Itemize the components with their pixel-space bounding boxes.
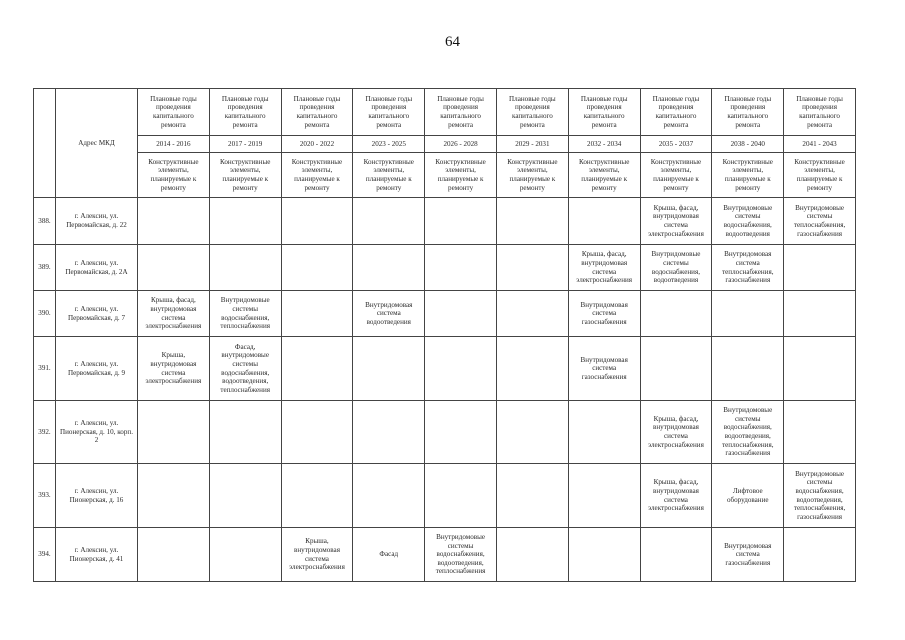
repair-elements-cell: [281, 291, 353, 337]
building-address: г. Алексин, ул. Первомайская, д. 9: [56, 337, 138, 401]
repair-elements-cell: [568, 464, 640, 528]
elements-header: Конструктивные элементы, планируемые к ремонту: [496, 153, 568, 198]
repair-elements-cell: [425, 198, 497, 245]
repair-elements-cell: [209, 464, 281, 528]
repair-elements-cell: Внутридомовые системы водоснабжения, водоотведения, теплоснабжения: [425, 528, 497, 582]
row-number: 390.: [34, 291, 56, 337]
table-row: [34, 401, 856, 464]
repair-elements-cell: [209, 198, 281, 245]
planned-years-header: Плановые годы проведения капитального ремонта: [496, 89, 568, 136]
repair-elements-cell: Лифтовое оборудование: [712, 464, 784, 528]
row-number: 393.: [34, 464, 56, 528]
repair-elements-cell: [568, 198, 640, 245]
repair-elements-cell: [784, 245, 856, 291]
planned-years-header: Плановые годы проведения капитального ремонта: [425, 89, 497, 136]
building-address: г. Алексин, ул. Пионерская, д. 41: [56, 528, 138, 582]
repair-elements-cell: [209, 245, 281, 291]
repair-elements-cell: [209, 528, 281, 582]
period-header: 2014 - 2016: [138, 136, 210, 153]
repair-elements-cell: Крыша, фасад, внутридомовая система электроснабжения: [138, 291, 210, 337]
table-row: [34, 291, 856, 337]
repair-elements-cell: [353, 245, 425, 291]
planned-years-header: Плановые годы проведения капитального ремонта: [209, 89, 281, 136]
planned-years-header: Плановые годы проведения капитального ремонта: [712, 89, 784, 136]
repair-elements-cell: [640, 337, 712, 401]
period-header: 2038 - 2040: [712, 136, 784, 153]
repair-elements-cell: [353, 464, 425, 528]
elements-header: Конструктивные элементы, планируемые к ремонту: [353, 153, 425, 198]
repair-elements-cell: [640, 291, 712, 337]
repair-elements-cell: [353, 198, 425, 245]
header-row-elements: [34, 153, 856, 198]
repair-elements-cell: Внутридомовые системы водоснабжения, водоотведения: [712, 198, 784, 245]
repair-elements-cell: Внутридомовая система водоотведения: [353, 291, 425, 337]
building-address: г. Алексин, ул. Пионерская, д. 16: [56, 464, 138, 528]
repair-elements-cell: [281, 337, 353, 401]
repair-elements-cell: Внутридомовая система теплоснабжения, газоснабжения: [712, 245, 784, 291]
repair-elements-cell: Внутридомовая система газоснабжения: [712, 528, 784, 582]
header-number-cell: [34, 89, 56, 198]
repair-elements-cell: [425, 337, 497, 401]
planned-years-header: Плановые годы проведения капитального ремонта: [353, 89, 425, 136]
repair-elements-cell: [138, 401, 210, 464]
table-row: [34, 198, 856, 245]
building-address: г. Алексин, ул. Первомайская, д. 22: [56, 198, 138, 245]
elements-header: Конструктивные элементы, планируемые к ремонту: [640, 153, 712, 198]
elements-header: Конструктивные элементы, планируемые к ремонту: [138, 153, 210, 198]
period-header: 2017 - 2019: [209, 136, 281, 153]
repair-elements-cell: Крыша, фасад, внутридомовая система электроснабжения: [568, 245, 640, 291]
elements-header: Конструктивные элементы, планируемые к ремонту: [425, 153, 497, 198]
elements-header: Конструктивные элементы, планируемые к ремонту: [209, 153, 281, 198]
repair-elements-cell: [281, 245, 353, 291]
building-address: г. Алексин, ул. Пионерская, д. 10, корп. 2: [56, 401, 138, 464]
repair-elements-cell: Внутридомовые системы теплоснабжения, газоснабжения: [784, 198, 856, 245]
repair-elements-cell: [712, 337, 784, 401]
row-number: 392.: [34, 401, 56, 464]
table-row: [34, 528, 856, 582]
repair-elements-cell: [496, 198, 568, 245]
period-header: 2023 - 2025: [353, 136, 425, 153]
repair-elements-cell: Крыша, фасад, внутридомовая система электроснабжения: [640, 401, 712, 464]
repair-elements-cell: Внутридомовые системы водоснабжения, водоотведения, теплоснабжения, газоснабжения: [784, 464, 856, 528]
address-header: Адрес МКД: [56, 89, 138, 198]
repair-elements-cell: [496, 464, 568, 528]
repair-elements-cell: [784, 291, 856, 337]
repair-elements-cell: [784, 401, 856, 464]
planned-years-header: Плановые годы проведения капитального ремонта: [784, 89, 856, 136]
repair-elements-cell: Крыша, фасад, внутридомовая система электроснабжения: [640, 198, 712, 245]
period-header: 2029 - 2031: [496, 136, 568, 153]
repair-elements-cell: Внутридомовая система газоснабжения: [568, 337, 640, 401]
repair-elements-cell: [138, 464, 210, 528]
repair-elements-cell: [712, 291, 784, 337]
repair-elements-cell: [425, 291, 497, 337]
repair-elements-cell: [568, 528, 640, 582]
building-address: г. Алексин, ул. Первомайская, д. 2А: [56, 245, 138, 291]
period-header: 2032 - 2034: [568, 136, 640, 153]
repair-elements-cell: [425, 245, 497, 291]
elements-header: Конструктивные элементы, планируемые к ремонту: [568, 153, 640, 198]
repair-elements-cell: [784, 528, 856, 582]
period-header: 2041 - 2043: [784, 136, 856, 153]
building-address: г. Алексин, ул. Первомайская, д. 7: [56, 291, 138, 337]
repair-elements-cell: [425, 401, 497, 464]
repair-elements-cell: [496, 401, 568, 464]
repair-elements-cell: Фасад: [353, 528, 425, 582]
repair-elements-cell: [353, 337, 425, 401]
planned-years-header: Плановые годы проведения капитального ремонта: [568, 89, 640, 136]
row-number: 391.: [34, 337, 56, 401]
repair-elements-cell: [353, 401, 425, 464]
table-row: [34, 337, 856, 401]
repair-elements-cell: [209, 401, 281, 464]
elements-header: Конструктивные элементы, планируемые к ремонту: [712, 153, 784, 198]
header-row-planned-years: [34, 89, 856, 136]
repair-elements-cell: [568, 401, 640, 464]
period-header: 2020 - 2022: [281, 136, 353, 153]
repair-elements-cell: Крыша, внутридомовая система электроснабжения: [138, 337, 210, 401]
repair-elements-cell: [784, 337, 856, 401]
row-number: 389.: [34, 245, 56, 291]
repair-elements-cell: Внутридомовые системы водоснабжения, водоотведения: [640, 245, 712, 291]
elements-header: Конструктивные элементы, планируемые к ремонту: [784, 153, 856, 198]
repair-elements-cell: [496, 528, 568, 582]
row-number: 394.: [34, 528, 56, 582]
planned-years-header: Плановые годы проведения капитального ремонта: [640, 89, 712, 136]
table-row: [34, 464, 856, 528]
repair-elements-cell: [281, 198, 353, 245]
capital-repair-schedule-table: [33, 88, 856, 582]
repair-elements-cell: [281, 464, 353, 528]
period-header: 2035 - 2037: [640, 136, 712, 153]
row-number: 388.: [34, 198, 56, 245]
repair-elements-cell: [496, 291, 568, 337]
repair-elements-cell: Крыша, фасад, внутридомовая система электроснабжения: [640, 464, 712, 528]
planned-years-header: Плановые годы проведения капитального ремонта: [138, 89, 210, 136]
header-row-periods: [34, 136, 856, 153]
repair-elements-cell: [425, 464, 497, 528]
repair-elements-cell: Внутридомовые системы водоснабжения, водоотведения, теплоснабжения, газоснабжения: [712, 401, 784, 464]
repair-elements-cell: Внутридомовая система газоснабжения: [568, 291, 640, 337]
repair-elements-cell: [640, 528, 712, 582]
repair-elements-cell: [138, 198, 210, 245]
repair-elements-cell: [496, 245, 568, 291]
repair-elements-cell: [496, 337, 568, 401]
repair-elements-cell: Крыша, внутридомовая система электроснабжения: [281, 528, 353, 582]
elements-header: Конструктивные элементы, планируемые к ремонту: [281, 153, 353, 198]
page-number: 64: [445, 34, 460, 50]
repair-elements-cell: Фасад, внутридомовые системы водоснабжения, водоотведения, теплоснабжения: [209, 337, 281, 401]
planned-years-header: Плановые годы проведения капитального ремонта: [281, 89, 353, 136]
period-header: 2026 - 2028: [425, 136, 497, 153]
repair-elements-cell: [138, 528, 210, 582]
repair-elements-cell: [281, 401, 353, 464]
repair-elements-cell: Внутридомовые системы водоснабжения, теплоснабжения: [209, 291, 281, 337]
repair-elements-cell: [138, 245, 210, 291]
table-row: [34, 245, 856, 291]
